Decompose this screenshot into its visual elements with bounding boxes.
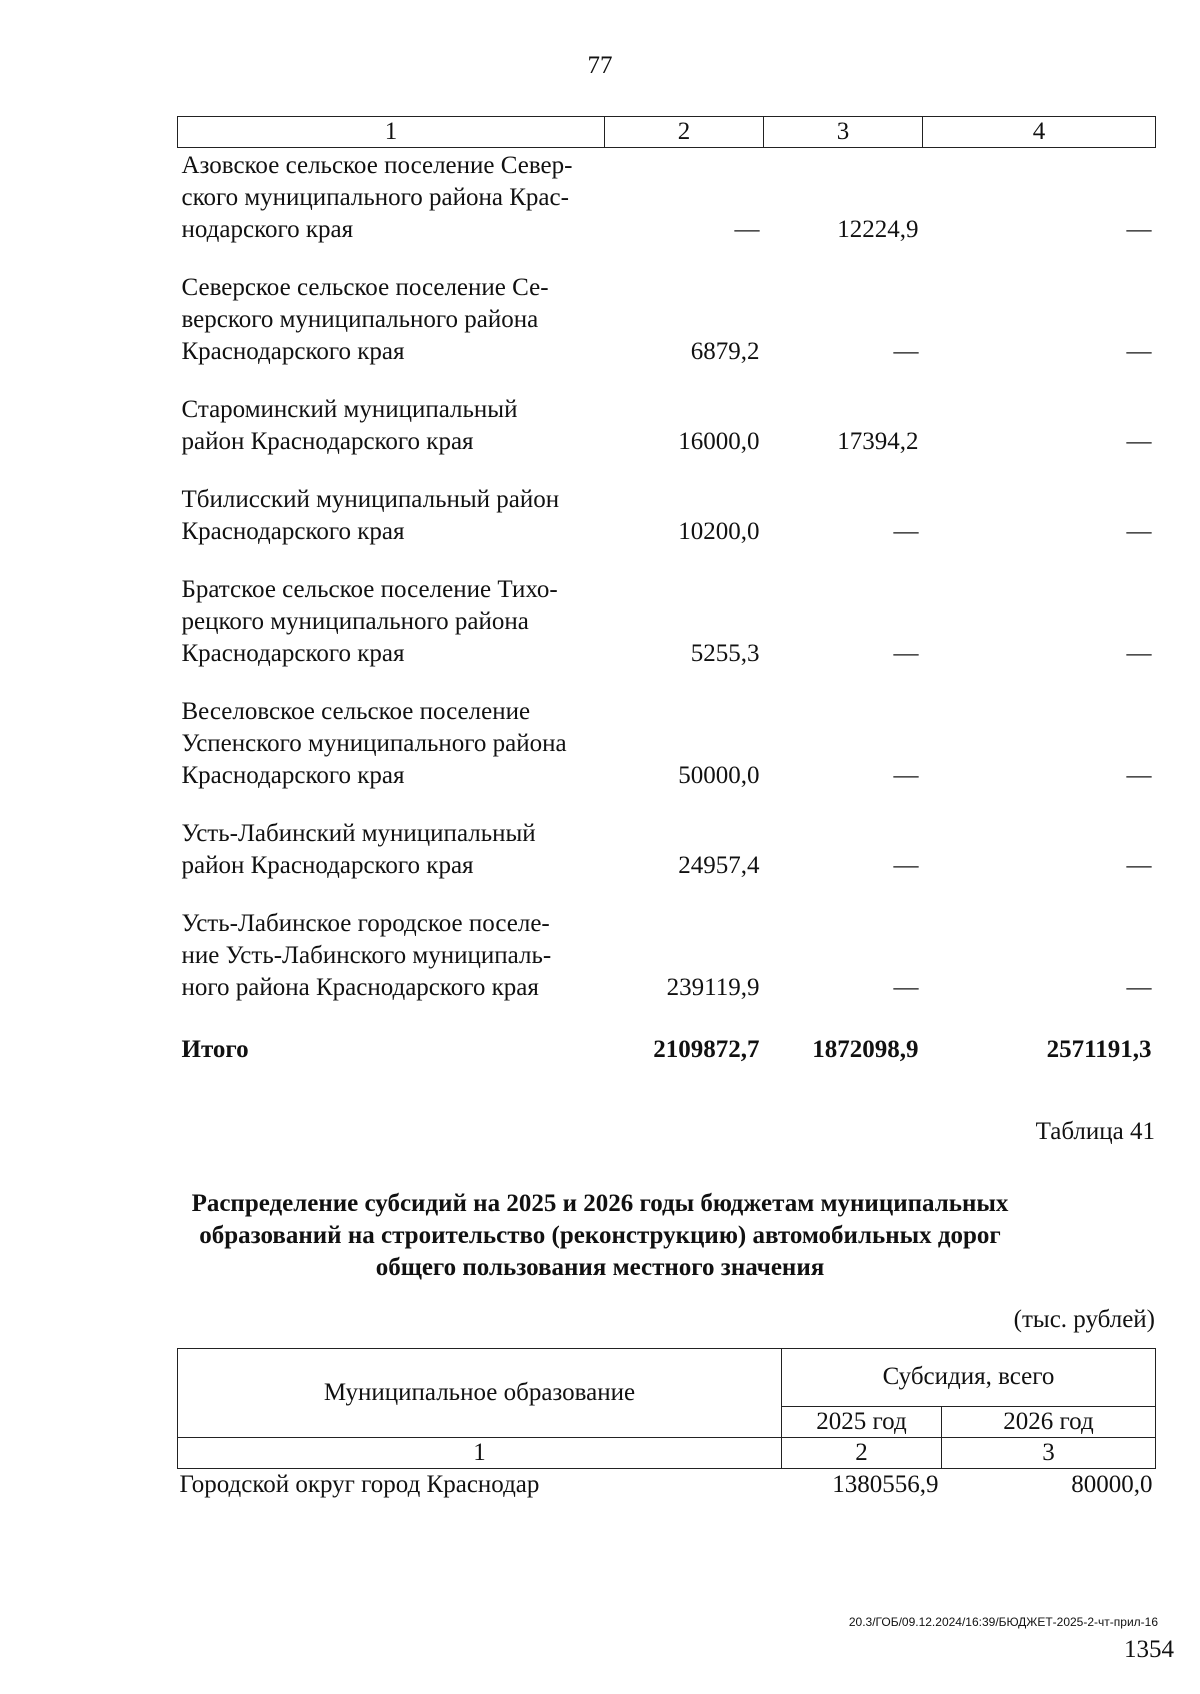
header-year-2026: 2026 год: [942, 1406, 1156, 1437]
column-number-2: 2: [605, 117, 764, 148]
value-col3: —: [893, 762, 919, 789]
table-row: [178, 148, 1156, 273]
value-col4: —: [1126, 640, 1152, 667]
table-row: [178, 696, 1156, 818]
table-label: Таблица 41: [1035, 1118, 1155, 1145]
column-number-3: 3: [764, 117, 923, 148]
value-col2: 10200,0: [678, 518, 760, 545]
municipality-name: Староминский муниципальный район Краснодарского края: [181, 396, 518, 455]
page-number: 77: [587, 52, 613, 79]
value-col4: —: [1126, 762, 1152, 789]
table-row: [178, 574, 1156, 696]
continued-subsidy-table: [177, 116, 1156, 1066]
value-2026: 80000,0: [1071, 1471, 1153, 1498]
column-number-row: [178, 1438, 1156, 1469]
value-col2: 6879,2: [690, 338, 760, 365]
column-number-3: 3: [942, 1438, 1156, 1469]
municipality-name: Азовское сельское поселение Север- ского муниципального района Крас- нодарского края: [181, 152, 573, 243]
value-col4: —: [1126, 974, 1152, 1001]
municipality-name: Усть-Лабинское городское поселе- ние Усть-Лабинского муниципаль- ного района Краснодарского края: [181, 910, 552, 1001]
value-col4: —: [1126, 338, 1152, 365]
table-row: [178, 1469, 1156, 1502]
value-col4: —: [1126, 518, 1152, 545]
total-col4: 2571191,3: [1046, 1036, 1152, 1063]
column-number-1: 1: [178, 117, 605, 148]
table-row: [178, 484, 1156, 574]
document-code: 20.3/ГОБ/09.12.2024/16:39/БЮДЖЕТ-2025-2-чт-прил-16: [848, 1615, 1158, 1629]
header-subsidy-total: Субсидия, всего: [782, 1349, 1156, 1407]
column-number-row: [178, 117, 1156, 148]
header-municipality: Муниципальное образование: [178, 1349, 782, 1438]
column-number-1: 1: [178, 1438, 782, 1469]
table-row: [178, 272, 1156, 394]
sheet-number: 1354: [1124, 1636, 1174, 1663]
value-2025: 1380556,9: [832, 1471, 939, 1498]
header-row-top: [178, 1349, 1156, 1407]
value-col3: —: [893, 852, 919, 879]
value-col2: 16000,0: [678, 428, 760, 455]
value-col2: 5255,3: [690, 640, 760, 667]
municipality-name: Усть-Лабинский муниципальный район Краснодарского края: [181, 820, 536, 879]
value-col4: —: [1126, 428, 1152, 455]
table-row: [178, 394, 1156, 484]
table-title: Распределение субсидий на 2025 и 2026 годы бюджетам муниципальных образований на строительство (реконструкцию) автомобильных дорог общего пользования местного значения: [191, 1190, 1009, 1281]
value-col3: —: [893, 640, 919, 667]
value-col3: 17394,2: [837, 428, 919, 455]
table-41: [177, 1348, 1156, 1501]
table-row: [178, 908, 1156, 1030]
municipality-name: Веселовское сельское поселение Успенского муниципального района Краснодарского края: [181, 698, 567, 789]
value-col2: 24957,4: [678, 852, 760, 879]
value-col3: —: [893, 338, 919, 365]
column-number-4: 4: [923, 117, 1156, 148]
table-row: [178, 818, 1156, 908]
unit-label: (тыс. рублей): [1013, 1306, 1155, 1333]
total-label: Итого: [181, 1036, 249, 1063]
value-col2: 50000,0: [678, 762, 760, 789]
total-col2: 2109872,7: [653, 1036, 760, 1063]
value-col3: —: [893, 518, 919, 545]
column-number-2: 2: [782, 1438, 942, 1469]
total-col3: 1872098,9: [812, 1036, 919, 1063]
value-col2: —: [734, 216, 760, 243]
value-col3: 12224,9: [837, 216, 919, 243]
municipality-name: Тбилисский муниципальный район Краснодарского края: [181, 486, 560, 545]
value-col4: —: [1126, 216, 1152, 243]
municipality-name: Северское сельское поселение Се- верского муниципального района Краснодарского края: [181, 274, 549, 365]
total-row: [178, 1030, 1156, 1066]
municipality-name: Братское сельское поселение Тихо- рецкого муниципального района Краснодарского края: [181, 576, 558, 667]
municipality-name: Городской округ город Краснодар: [179, 1471, 540, 1498]
header-year-2025: 2025 год: [782, 1406, 942, 1437]
value-col3: —: [893, 974, 919, 1001]
value-col4: —: [1126, 852, 1152, 879]
value-col2: 239119,9: [666, 974, 760, 1001]
